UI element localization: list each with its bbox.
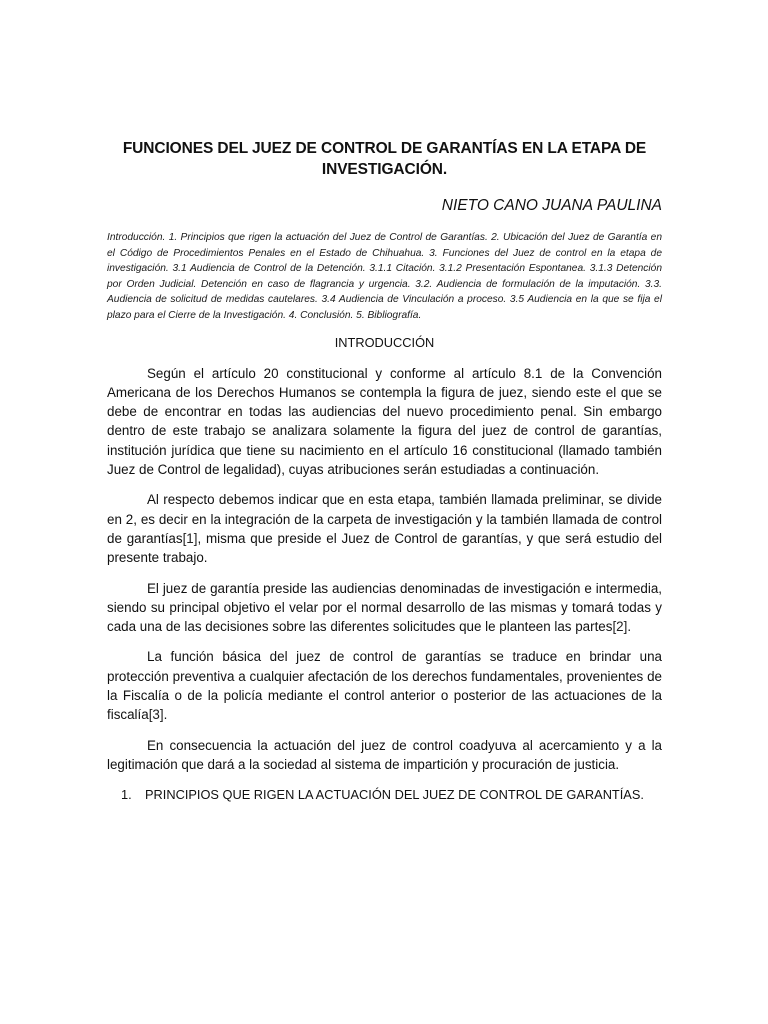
document-page xyxy=(107,138,662,804)
footnote-reference-3[interactable]: [3] xyxy=(148,707,164,723)
document-title: FUNCIONES DEL JUEZ DE CONTROL DE GARANTÍAS EN LA ETAPA DE INVESTIGACIÓN. xyxy=(122,140,647,178)
paragraph-3 xyxy=(107,579,662,637)
paragraph-1-text: Según el artículo 20 constitucional y conforme al artículo 8.1 de la Convención Americana de los Derechos Humanos se contempla la figura de juez, siendo este el que se debe de encontrar en todas las audiencias del nuevo procedimiento penal. Sin embargo dentro de este trabajo se analizara solamente la figura del juez de control de garantías, institución jurídica que tiene su nacimiento en el artículo 16 constitucional (llamado también Juez de Control de legalidad), cuyas atribuciones serán estudiadas a continuación. xyxy=(107,365,662,478)
footnote-reference-1[interactable]: [1] xyxy=(182,530,198,546)
paragraph-3-text: El juez de garantía preside las audiencias denominadas de investigación e intermedia, siendo su principal objetivo el velar por el normal desarrollo de las mismas y tomará todas y cada una de las decisiones sobre las diferentes solicitudes que le planteen las partes xyxy=(107,580,662,635)
paragraph-3-text-end: . xyxy=(627,619,632,635)
section-1-number: 1. xyxy=(121,787,132,803)
paragraph-1 xyxy=(107,364,662,480)
document-author: NIETO CANO JUANA PAULINA xyxy=(441,197,662,214)
paragraph-4-text: La función básica del juez de control de garantías se traduce en brindar una protección preventiva a cualquier afectación de los derechos fundamentales, provenientes de la Fiscalía o de la policía mediante el control anterior o posterior de las actuaciones de la fiscalía xyxy=(107,649,662,723)
section-1-label: PRINCIPIOS QUE RIGEN LA ACTUACIÓN DEL JUEZ DE CONTROL DE GARANTÍAS. xyxy=(145,787,644,803)
paragraph-2-text-end: , misma que preside el Juez de Control de garantías, y que será estudio del presente trabajo. xyxy=(107,530,663,566)
paragraph-5 xyxy=(107,736,662,775)
paragraph-5-text: En consecuencia la actuación del juez de control coadyuva al acercamiento y a la legitimación que dará a la sociedad al sistema de impartición y procuración de justicia. xyxy=(107,737,662,772)
table-of-contents-summary: Introducción. 1. Principios que rigen la actuación del Juez de Control de Garantías. 2. Ubicación del Juez de Garantía en el Código de Procedimientos Penales en el Estado de Chihuahua. 3. Funciones del Juez de control en la etapa de investigación. 3.1 Audiencia de Control de la Detención. 3.1.1 Citación. 3.1.2 Presentación Espontanea. 3.1.3 Detención por Orden Judicial. Detención en caso de flagrancia y urgencia. 3.2. Audiencia de formulación de la imputación. 3.3. Audiencia de solicitud de medidas cautelares. 3.4 Audiencia de Vinculación a proceso. 3.5 Audiencia en la que se fija el plazo para el Cierre de la Investigación. 4. Conclusión. 5. Bibliografía. xyxy=(107,232,662,321)
paragraph-4-text-end: . xyxy=(163,707,168,723)
introduction-heading: INTRODUCCIÓN xyxy=(334,334,435,350)
footnote-reference-2[interactable]: [2] xyxy=(612,619,628,635)
paragraph-2 xyxy=(107,490,662,567)
paragraph-2-text: Al respecto debemos indicar que en esta etapa, también llamada preliminar, se divide en 2, es decir en la integración de la carpeta de investigación y la también llamada de control de garantías xyxy=(107,492,662,546)
paragraph-4 xyxy=(107,647,662,724)
section-1-heading xyxy=(121,786,662,804)
